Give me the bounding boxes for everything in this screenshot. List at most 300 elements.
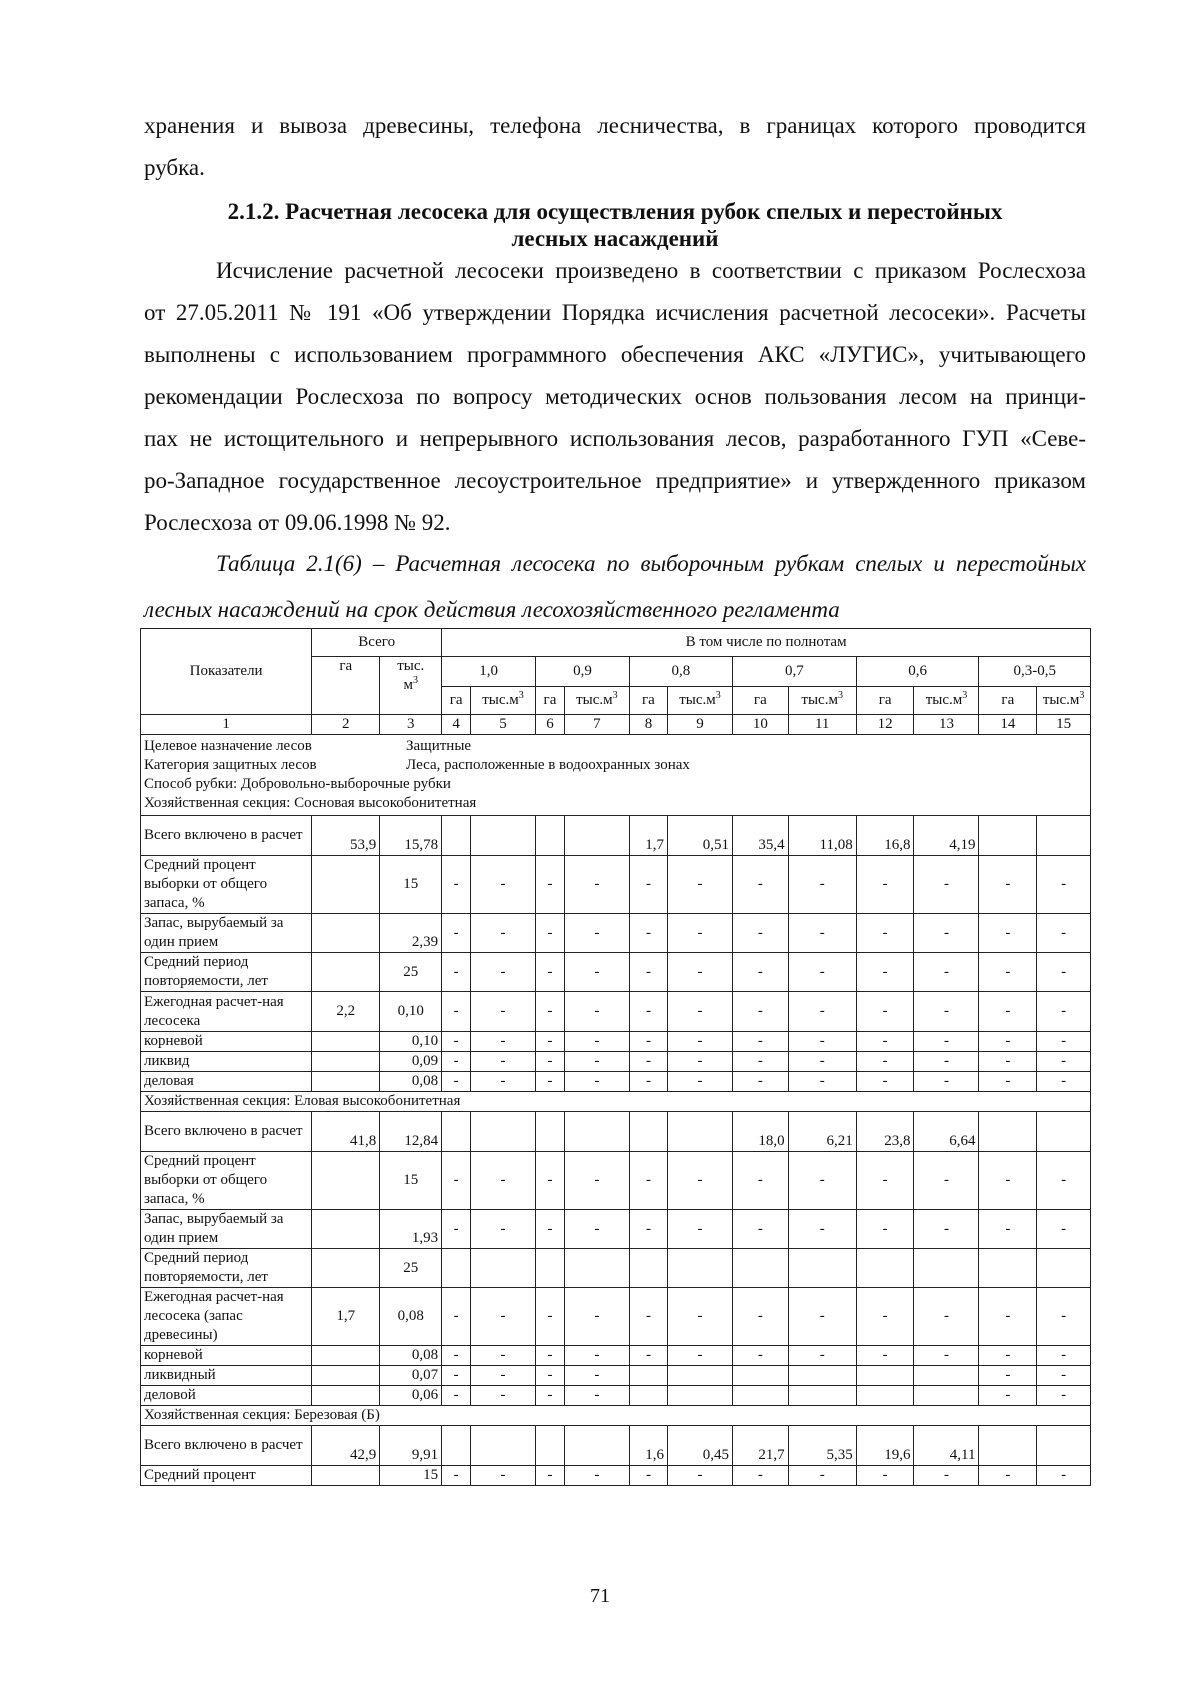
total-ha <box>312 1052 380 1072</box>
table-row <box>141 816 1091 856</box>
total-ha: 2,2 <box>312 992 380 1032</box>
density-cell <box>914 1249 979 1288</box>
text-line: Исчисление расчетной лесосеки произведено в соответствии с приказом Рослесхоза <box>216 258 1086 283</box>
density-cell: - <box>788 1052 856 1072</box>
density-cell: - <box>536 1288 565 1346</box>
density-cell <box>788 1249 856 1288</box>
density-cell: - <box>629 1052 667 1072</box>
table-row <box>141 1249 1091 1288</box>
info-block <box>141 735 1091 816</box>
total-volume: 9,91 <box>380 1426 442 1466</box>
row-label: деловая <box>141 1072 312 1092</box>
density-header: 0,9 <box>536 657 630 687</box>
density-cell: - <box>732 953 788 992</box>
density-cell: - <box>979 1366 1037 1386</box>
total-volume: 25 <box>380 1249 442 1288</box>
density-cell: - <box>442 1288 471 1346</box>
density-cell: - <box>668 1152 733 1210</box>
density-cell: - <box>788 1152 856 1210</box>
density-cell <box>788 1386 856 1406</box>
column-number: 2 <box>312 715 380 735</box>
density-cell: - <box>856 992 914 1032</box>
density-cell: - <box>1037 914 1091 953</box>
column-number: 3 <box>380 715 442 735</box>
text-line: рекомендации Рослесхоза по вопросу методических основ пользования лесом на принци- <box>144 384 1086 409</box>
total-volume: 2,39 <box>380 914 442 953</box>
table-row <box>141 1072 1091 1092</box>
total-ha <box>312 1032 380 1052</box>
density-cell: - <box>471 1366 536 1386</box>
intro-paragraph <box>144 105 1086 189</box>
text-line: рубка. <box>144 155 205 180</box>
superscript: 3 <box>412 675 418 686</box>
unit-text: тыс.м <box>1042 692 1080 708</box>
table-row <box>141 1426 1091 1466</box>
header-indicators: Показатели <box>141 629 312 715</box>
density-cell: - <box>788 953 856 992</box>
density-cell: - <box>1037 953 1091 992</box>
density-cell <box>629 1112 667 1152</box>
density-cell: - <box>979 856 1037 914</box>
density-cell: 11,08 <box>788 816 856 856</box>
density-header: 0,8 <box>629 657 732 687</box>
density-cell: - <box>979 992 1037 1032</box>
density-cell: - <box>564 1466 629 1486</box>
row-label: Ежегодная расчет-ная лесосека <box>141 992 312 1032</box>
total-volume: 0,10 <box>380 992 442 1032</box>
total-volume: 15 <box>380 1466 442 1486</box>
total-volume: 15 <box>380 1152 442 1210</box>
total-ha: 42,9 <box>312 1426 380 1466</box>
density-cell: - <box>732 914 788 953</box>
row-label: Ежегодная расчет-ная лесосека (запас древесины) <box>141 1288 312 1346</box>
density-cell: - <box>914 1288 979 1346</box>
body-paragraph <box>144 250 1086 544</box>
column-number: 9 <box>668 715 733 735</box>
density-header: 0,6 <box>856 657 979 687</box>
header-total: Всего <box>312 629 442 657</box>
unit-thous-m3 <box>914 687 979 715</box>
density-cell: - <box>788 1072 856 1092</box>
density-cell: - <box>536 1366 565 1386</box>
density-cell: - <box>732 1072 788 1092</box>
row-label: деловой <box>141 1386 312 1406</box>
unit-thous-m3 <box>788 687 856 715</box>
total-volume: 0,08 <box>380 1346 442 1366</box>
density-cell: - <box>1037 1288 1091 1346</box>
density-cell: - <box>979 1466 1037 1486</box>
text-line: ро-Западное государственное лесоустроительное предприятие» и утвержденного приказом <box>144 468 1086 493</box>
total-ha <box>312 914 380 953</box>
density-cell: - <box>442 1052 471 1072</box>
unit-ha: га <box>442 687 471 715</box>
density-cell <box>979 816 1037 856</box>
density-cell: 1,6 <box>629 1426 667 1466</box>
density-cell: - <box>442 1466 471 1486</box>
density-cell <box>564 816 629 856</box>
density-cell: - <box>629 1072 667 1092</box>
density-cell: - <box>914 914 979 953</box>
density-cell: - <box>1037 1386 1091 1406</box>
density-cell: - <box>471 1152 536 1210</box>
density-cell: - <box>732 1346 788 1366</box>
density-cell: - <box>564 1072 629 1092</box>
page-number: 71 <box>590 1585 610 1607</box>
table-row <box>141 1032 1091 1052</box>
density-cell: - <box>564 953 629 992</box>
density-cell: 4,11 <box>914 1426 979 1466</box>
header-including: В том числе по полнотам <box>442 629 1091 657</box>
caption-line: лесных насаждений на срок действия лесохозяйственного регламента <box>144 597 840 622</box>
unit-text: тыс.м <box>482 692 519 708</box>
total-volume: 15,78 <box>380 816 442 856</box>
section-heading <box>144 198 1086 252</box>
density-cell: - <box>856 1072 914 1092</box>
total-ha <box>312 1386 380 1406</box>
info-row <box>141 735 1091 816</box>
density-cell: - <box>979 1288 1037 1346</box>
table-row <box>141 856 1091 914</box>
table-caption <box>144 541 1086 633</box>
density-cell: - <box>471 953 536 992</box>
density-cell: - <box>979 1052 1037 1072</box>
unit-ha: га <box>856 687 914 715</box>
density-cell: - <box>979 1210 1037 1249</box>
density-cell: - <box>471 1052 536 1072</box>
density-cell <box>856 1366 914 1386</box>
density-cell: - <box>1037 992 1091 1032</box>
density-cell: - <box>979 1072 1037 1092</box>
density-cell: - <box>856 1052 914 1072</box>
section-title: Хозяйственная секция: Еловая высокобонитетная <box>141 1092 1091 1112</box>
density-cell: - <box>668 953 733 992</box>
column-number: 4 <box>442 715 471 735</box>
superscript: 3 <box>518 690 524 701</box>
density-cell <box>471 1112 536 1152</box>
superscript: 3 <box>962 690 968 701</box>
density-cell: - <box>629 1032 667 1052</box>
table-row <box>141 1052 1091 1072</box>
density-cell <box>442 1249 471 1288</box>
table-row <box>141 1210 1091 1249</box>
density-cell: - <box>1037 1366 1091 1386</box>
total-volume: 1,93 <box>380 1210 442 1249</box>
density-cell: - <box>442 953 471 992</box>
density-cell: - <box>564 856 629 914</box>
density-cell: - <box>442 1152 471 1210</box>
header-row <box>141 629 1091 657</box>
density-cell: - <box>914 1152 979 1210</box>
density-cell: - <box>536 1210 565 1249</box>
text-line: хранения и вывоза древесины, телефона лесничества, в границах которого проводится <box>144 113 1086 138</box>
density-cell: - <box>732 1052 788 1072</box>
density-cell: 6,21 <box>788 1112 856 1152</box>
total-ha: 53,9 <box>312 816 380 856</box>
density-cell: - <box>471 992 536 1032</box>
section-title-row <box>141 1406 1091 1426</box>
density-header: 0,7 <box>732 657 856 687</box>
superscript: 3 <box>715 690 721 701</box>
density-cell: - <box>629 1152 667 1210</box>
density-cell: - <box>856 953 914 992</box>
density-cell: 4,19 <box>914 816 979 856</box>
table-row <box>141 1466 1091 1486</box>
density-cell: 5,35 <box>788 1426 856 1466</box>
table-row <box>141 1386 1091 1406</box>
text-line: пах не истощительного и непрерывного использования лесов, разработанного ГУП «Севе- <box>144 426 1086 451</box>
density-cell: - <box>629 1210 667 1249</box>
table-row <box>141 953 1091 992</box>
density-cell: - <box>732 1032 788 1052</box>
density-cell <box>1037 1249 1091 1288</box>
row-label: Всего включено в расчет <box>141 1112 312 1152</box>
unit-thous-m3 <box>668 687 733 715</box>
density-cell <box>471 1249 536 1288</box>
density-cell: - <box>856 1210 914 1249</box>
header-thous: тыс. <box>397 658 425 674</box>
table-row <box>141 1288 1091 1346</box>
table-row <box>141 1152 1091 1210</box>
density-cell: - <box>668 1346 733 1366</box>
density-cell: - <box>471 1032 536 1052</box>
density-cell <box>629 1249 667 1288</box>
row-label: Средний процент <box>141 1466 312 1486</box>
density-cell: - <box>979 1386 1037 1406</box>
density-cell <box>564 1112 629 1152</box>
total-volume: 25 <box>380 953 442 992</box>
density-cell: 21,7 <box>732 1426 788 1466</box>
caption-line: Таблица 2.1(6) – Расчетная лесосека по выборочным рубкам спелых и перестойных <box>216 551 1086 576</box>
unit-ha: га <box>979 687 1037 715</box>
table-row <box>141 1366 1091 1386</box>
density-cell: - <box>536 1032 565 1052</box>
density-cell: - <box>788 1288 856 1346</box>
density-cell <box>536 816 565 856</box>
row-label: Запас, вырубаемый за один прием <box>141 914 312 953</box>
column-number: 11 <box>788 715 856 735</box>
density-cell: - <box>536 953 565 992</box>
total-volume: 15 <box>380 856 442 914</box>
total-volume: 0,10 <box>380 1032 442 1052</box>
density-cell <box>979 1112 1037 1152</box>
superscript: 3 <box>612 690 618 701</box>
density-cell: - <box>732 1288 788 1346</box>
row-label: Всего включено в расчет <box>141 816 312 856</box>
density-cell: - <box>668 1072 733 1092</box>
density-cell: - <box>856 1152 914 1210</box>
density-cell: - <box>536 1152 565 1210</box>
density-cell: - <box>914 856 979 914</box>
density-cell <box>536 1249 565 1288</box>
density-cell: - <box>1037 1052 1091 1072</box>
density-cell: - <box>914 1052 979 1072</box>
density-cell <box>979 1249 1037 1288</box>
density-cell: - <box>668 1288 733 1346</box>
table-row <box>141 1346 1091 1366</box>
header-ha: га <box>312 657 380 715</box>
density-cell <box>536 1112 565 1152</box>
density-cell <box>442 1426 471 1466</box>
density-cell: - <box>856 1032 914 1052</box>
row-label: ликвид <box>141 1052 312 1072</box>
density-cell: - <box>471 856 536 914</box>
density-cell <box>1037 1426 1091 1466</box>
density-cell: - <box>564 1032 629 1052</box>
total-volume: 0,08 <box>380 1072 442 1092</box>
density-cell <box>914 1366 979 1386</box>
density-cell: - <box>914 1072 979 1092</box>
density-cell: - <box>914 992 979 1032</box>
density-cell: - <box>668 1052 733 1072</box>
column-number: 6 <box>536 715 565 735</box>
heading-line: 2.1.2. Расчетная лесосека для осуществления рубок спелых и перестойных <box>227 199 1003 224</box>
density-cell: - <box>856 914 914 953</box>
density-cell: - <box>788 992 856 1032</box>
table-row <box>141 992 1091 1032</box>
section-title: Хозяйственная секция: Березовая (Б) <box>141 1406 1091 1426</box>
density-header: 1,0 <box>442 657 536 687</box>
total-volume: 0,09 <box>380 1052 442 1072</box>
total-ha <box>312 953 380 992</box>
info-line: Способ рубки: Добровольно-выборочные рубки <box>144 776 451 792</box>
density-cell: 0,45 <box>668 1426 733 1466</box>
density-cell <box>629 1366 667 1386</box>
density-cell: - <box>471 1072 536 1092</box>
row-label: Средний период повторяемости, лет <box>141 1249 312 1288</box>
text-line: выполнены с использованием программного обеспечения АКС «ЛУГИС», учитывающего <box>144 342 1086 367</box>
unit-ha: га <box>536 687 565 715</box>
density-cell <box>629 1386 667 1406</box>
density-cell: - <box>564 1052 629 1072</box>
density-cell: 18,0 <box>732 1112 788 1152</box>
density-cell: - <box>856 1466 914 1486</box>
density-cell: - <box>564 992 629 1032</box>
unit-thous-m3 <box>564 687 629 715</box>
density-cell: - <box>536 1386 565 1406</box>
density-cell: 23,8 <box>856 1112 914 1152</box>
info-line: Хозяйственная секция: Сосновая высокобонитетная <box>144 795 477 811</box>
superscript: 3 <box>837 690 843 701</box>
column-number: 12 <box>856 715 914 735</box>
density-cell: - <box>536 992 565 1032</box>
density-cell <box>1037 1112 1091 1152</box>
density-cell <box>914 1386 979 1406</box>
density-cell: - <box>442 914 471 953</box>
density-cell <box>471 1426 536 1466</box>
density-cell: - <box>629 856 667 914</box>
header-m: м <box>403 677 413 693</box>
section-title-row <box>141 1092 1091 1112</box>
density-cell: - <box>979 1152 1037 1210</box>
row-label: Запас, вырубаемый за один прием <box>141 1210 312 1249</box>
unit-ha: га <box>732 687 788 715</box>
row-label: Всего включено в расчет <box>141 1426 312 1466</box>
total-ha: 41,8 <box>312 1112 380 1152</box>
density-cell: - <box>1037 1152 1091 1210</box>
total-ha <box>312 856 380 914</box>
density-cell: - <box>788 856 856 914</box>
density-cell <box>536 1426 565 1466</box>
density-cell: - <box>914 953 979 992</box>
total-ha <box>312 1210 380 1249</box>
density-cell: - <box>979 953 1037 992</box>
density-cell <box>788 1366 856 1386</box>
density-cell: - <box>1037 1466 1091 1486</box>
density-cell <box>856 1386 914 1406</box>
density-cell: - <box>536 1052 565 1072</box>
text-line: от 27.05.2011 № 191 «Об утверждении Порядка исчисления расчетной лесосеки». Расчеты <box>144 300 1086 325</box>
unit-text: тыс.м <box>679 692 716 708</box>
column-number: 5 <box>471 715 536 735</box>
column-number: 1 <box>141 715 312 735</box>
density-cell: - <box>564 1152 629 1210</box>
density-cell: - <box>668 1032 733 1052</box>
density-cell: - <box>914 1032 979 1052</box>
density-cell: - <box>442 1346 471 1366</box>
density-cell: - <box>732 1210 788 1249</box>
density-cell: 16,8 <box>856 816 914 856</box>
density-cell: - <box>471 914 536 953</box>
density-cell: - <box>668 1210 733 1249</box>
density-cell: - <box>629 992 667 1032</box>
density-cell: - <box>788 1032 856 1052</box>
density-cell <box>732 1366 788 1386</box>
total-ha <box>312 1466 380 1486</box>
density-cell: - <box>668 914 733 953</box>
row-label: Средний процент выборки от общего запаса, % <box>141 1152 312 1210</box>
row-label: Средний процент выборки от общего запаса, % <box>141 856 312 914</box>
unit-ha: га <box>629 687 667 715</box>
row-label: Средний период повторяемости, лет <box>141 953 312 992</box>
density-cell: - <box>629 914 667 953</box>
density-cell: - <box>668 1466 733 1486</box>
row-label: корневой <box>141 1032 312 1052</box>
table-row <box>141 1112 1091 1152</box>
total-volume: 0,07 <box>380 1366 442 1386</box>
density-cell: - <box>1037 1346 1091 1366</box>
density-cell <box>564 1249 629 1288</box>
density-cell: - <box>442 1366 471 1386</box>
column-number: 10 <box>732 715 788 735</box>
density-cell: - <box>442 1032 471 1052</box>
info-line: Целевое назначение лесов Защитные <box>144 738 472 754</box>
total-ha <box>312 1346 380 1366</box>
density-cell: - <box>668 992 733 1032</box>
density-cell: - <box>732 1466 788 1486</box>
density-cell: - <box>732 1152 788 1210</box>
info-line: Категория защитных лесов Леса, расположенные в водоохранных зонах <box>144 757 690 773</box>
density-cell <box>732 1249 788 1288</box>
density-cell: - <box>979 1032 1037 1052</box>
row-label: корневой <box>141 1346 312 1366</box>
density-cell: - <box>788 1346 856 1366</box>
total-volume: 0,06 <box>380 1386 442 1406</box>
column-numbers-row <box>141 715 1091 735</box>
density-header: 0,3-0,5 <box>979 657 1091 687</box>
density-cell: - <box>471 1386 536 1406</box>
density-cell: 0,51 <box>668 816 733 856</box>
density-cell: - <box>979 1346 1037 1366</box>
density-cell: 35,4 <box>732 816 788 856</box>
density-cell <box>442 1112 471 1152</box>
density-cell: - <box>536 914 565 953</box>
density-cell: 19,6 <box>856 1426 914 1466</box>
unit-text: тыс.м <box>925 692 963 708</box>
density-cell: - <box>536 1072 565 1092</box>
unit-text: тыс.м <box>576 692 613 708</box>
density-cell <box>979 1426 1037 1466</box>
density-cell <box>668 1249 733 1288</box>
